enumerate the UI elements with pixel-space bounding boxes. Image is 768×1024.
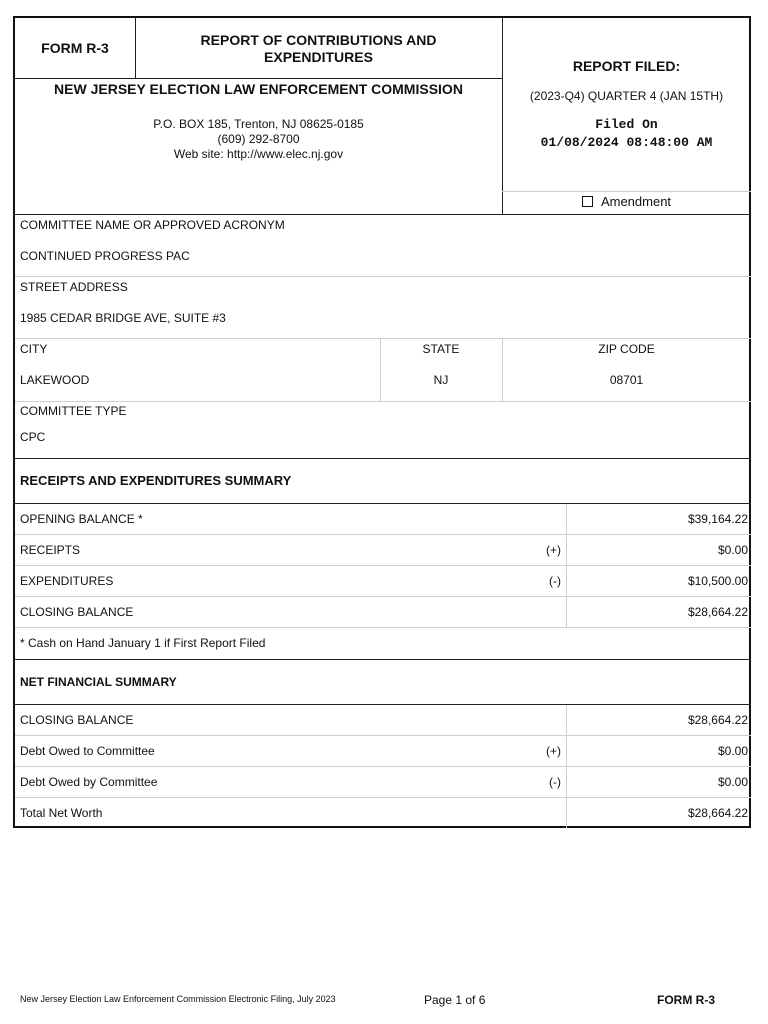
summary-row-label: OPENING BALANCE *: [20, 512, 143, 526]
divider: [15, 214, 751, 215]
report-filed-label: REPORT FILED:: [572, 58, 681, 74]
summary-row-amount: $39,164.22: [687, 512, 748, 526]
divider: [15, 78, 502, 79]
net-row-amount: $0.00: [717, 744, 748, 758]
net-row-amount: $28,664.22: [687, 713, 748, 727]
agency-phone: (609) 292-8700: [217, 132, 300, 146]
report-title-line2: EXPENDITURES: [264, 49, 373, 65]
summary-row-label: RECEIPTS: [20, 543, 81, 557]
amendment-label: Amendment: [600, 194, 672, 209]
footnote: * Cash on Hand January 1 if First Report Filed: [20, 636, 266, 650]
filed-on-datetime: 01/08/2024 08:48:00 AM: [540, 135, 713, 150]
net-row-sign: (+): [546, 744, 561, 758]
net-summary-heading: NET FINANCIAL SUMMARY: [20, 675, 177, 689]
page-number: Page 1 of 6: [424, 993, 486, 1007]
divider: [15, 338, 751, 339]
divider: [15, 534, 751, 535]
summary-row-amount: $0.00: [717, 543, 748, 557]
divider: [15, 735, 751, 736]
street-value: 1985 CEDAR BRIDGE AVE, SUITE #3: [20, 311, 226, 325]
amendment-checkbox[interactable]: [582, 196, 593, 207]
city-value: LAKEWOOD: [20, 373, 90, 387]
summary-row-amount: $10,500.00: [687, 574, 748, 588]
form-id: FORM R-3: [41, 40, 109, 56]
city-label: CITY: [20, 342, 48, 356]
zip-value: 08701: [609, 373, 644, 387]
net-row-amount: $28,664.22: [687, 806, 748, 820]
state-value: NJ: [433, 373, 449, 387]
net-row-label: Total Net Worth: [20, 806, 103, 820]
divider: [502, 18, 503, 214]
divider: [15, 596, 751, 597]
divider: [566, 705, 567, 829]
committee-type-value: CPC: [20, 430, 46, 444]
agency-address: P.O. BOX 185, Trenton, NJ 08625-0185: [153, 117, 364, 131]
net-row-label: Debt Owed by Committee: [20, 775, 158, 789]
committee-name-value: CONTINUED PROGRESS PAC: [20, 249, 190, 263]
agency-name: NEW JERSEY ELECTION LAW ENFORCEMENT COMMISSION: [54, 81, 463, 97]
receipts-summary-heading: RECEIPTS AND EXPENDITURES SUMMARY: [20, 473, 292, 488]
summary-row-label: EXPENDITURES: [20, 574, 114, 588]
report-title-line1: REPORT OF CONTRIBUTIONS AND: [200, 32, 437, 48]
committee-type-label: COMMITTEE TYPE: [20, 404, 127, 418]
divider: [15, 276, 751, 277]
footer-text: New Jersey Election Law Enforcement Commission Electronic Filing, July 2023: [20, 994, 336, 1004]
form-r3: [13, 16, 751, 828]
divider: [502, 191, 751, 192]
footer-form-id: FORM R-3: [657, 993, 715, 1007]
net-row-label: Debt Owed to Committee: [20, 744, 155, 758]
divider: [15, 704, 751, 705]
summary-row-sign: (-): [549, 574, 561, 588]
divider: [135, 18, 136, 78]
divider: [15, 797, 751, 798]
divider: [15, 659, 751, 660]
net-row-label: CLOSING BALANCE: [20, 713, 134, 727]
divider: [15, 766, 751, 767]
street-label: STREET ADDRESS: [20, 280, 128, 294]
zip-label: ZIP CODE: [598, 342, 655, 356]
amendment-checkbox-row[interactable]: [502, 194, 751, 209]
summary-row-label: CLOSING BALANCE: [20, 605, 134, 619]
divider: [15, 503, 751, 504]
divider: [15, 627, 751, 628]
agency-website: Web site: http://www.elec.nj.gov: [173, 147, 344, 161]
divider: [566, 504, 567, 628]
filed-on-label: Filed On: [595, 117, 658, 132]
net-row-sign: (-): [549, 775, 561, 789]
filing-period: (2023-Q4) QUARTER 4 (JAN 15TH): [529, 89, 724, 103]
committee-name-label: COMMITTEE NAME OR APPROVED ACRONYM: [20, 218, 285, 232]
state-label: STATE: [422, 342, 460, 356]
summary-row-sign: (+): [546, 543, 561, 557]
divider: [15, 401, 751, 402]
divider: [15, 458, 751, 459]
summary-row-amount: $28,664.22: [687, 605, 748, 619]
divider: [15, 565, 751, 566]
net-row-amount: $0.00: [717, 775, 748, 789]
